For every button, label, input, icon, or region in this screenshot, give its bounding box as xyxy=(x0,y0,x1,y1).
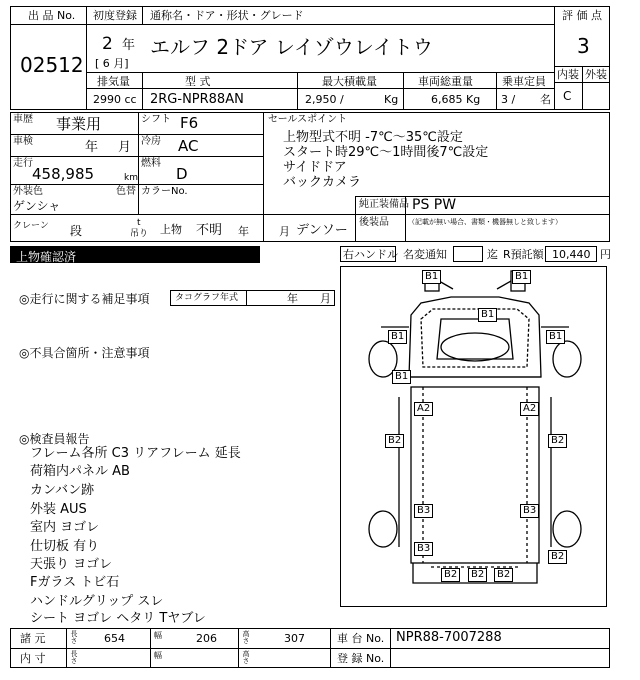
damage-mark-b1: B1 xyxy=(478,308,497,322)
registration-year: 2 xyxy=(102,34,113,54)
upper-month-unit: 月 xyxy=(279,225,290,238)
sales-point-line: バックカメラ xyxy=(283,175,362,190)
score-label: 評 価 点 xyxy=(562,9,602,22)
sales-point-label: セールスポイント xyxy=(268,114,348,125)
inspector-line: 仕切板 有り xyxy=(30,539,100,554)
interior-length-label: 長さ xyxy=(70,650,78,664)
lot-number: 02512 xyxy=(20,53,84,77)
exterior-grade-label: 外装 xyxy=(585,68,607,81)
damage-mark-b1: B1 xyxy=(392,370,411,384)
deadline-label: 迄 xyxy=(487,248,498,261)
fuel-value: D xyxy=(176,165,188,183)
inspection-year-unit: 年 xyxy=(85,140,99,155)
model-label: 型 式 xyxy=(185,75,211,88)
recycle-deposit-label: R預託額 xyxy=(503,248,544,261)
capacity-label: 乗車定員 xyxy=(502,75,546,88)
damage-mark-a2: A2 xyxy=(520,402,539,416)
mileage-value: 458,985 xyxy=(32,165,95,183)
damage-mark-b2: B2 xyxy=(468,568,487,582)
inspector-line: カンバン跡 xyxy=(30,483,95,498)
length-label: 長さ xyxy=(70,630,78,644)
aftermarket-note: （記載が無い場合、書類・機器無しと致します） xyxy=(408,218,562,226)
capacity-value: 3 / xyxy=(501,93,516,106)
interior-grade-label: 内装 xyxy=(557,68,579,81)
dimensions-label: 諸 元 xyxy=(20,632,46,645)
inspector-line: 天張り ヨゴレ xyxy=(30,557,113,572)
exterior-color-label: 外装色 xyxy=(13,186,43,197)
inspector-line: シート ヨゴレ ヘタリ Tヤブレ xyxy=(30,611,206,626)
damage-mark-a2: A2 xyxy=(414,402,433,416)
crane-label: クレーン xyxy=(13,221,49,231)
max-load-value: 2,950 / xyxy=(305,93,344,106)
damage-mark-b3: B3 xyxy=(520,504,539,518)
crane-stage-unit: 段 xyxy=(70,224,83,238)
inspector-line: Fガラス トビ石 xyxy=(30,575,120,590)
gross-weight-label: 車両総重量 xyxy=(418,75,473,88)
displacement-value: 2990 cc xyxy=(93,93,137,106)
interior-dims-label: 内 寸 xyxy=(20,652,46,665)
interior-height-label: 高さ xyxy=(242,650,250,664)
name-change-label: 名変通知 xyxy=(403,248,447,261)
inspector-report-title: ◎検査員報告 xyxy=(19,432,90,446)
height-value: 307 xyxy=(284,632,305,645)
aftermarket-label: 後装品 xyxy=(359,217,389,228)
sales-point-line: スタート時29℃～1時間後7℃設定 xyxy=(283,145,489,160)
damage-mark-b1: B1 xyxy=(546,330,565,344)
tachograph-label: タコグラフ年式 xyxy=(175,293,239,303)
capacity-unit: 名 xyxy=(540,93,551,106)
interior-grade: C xyxy=(563,89,572,103)
max-load-unit: Kg xyxy=(384,93,399,106)
width-value: 206 xyxy=(196,632,217,645)
color-code-label: カラーNo. xyxy=(141,186,188,197)
genuine-equipment-value: PS PW xyxy=(412,197,457,213)
length-value: 654 xyxy=(104,632,125,645)
damage-mark-b2: B2 xyxy=(548,434,567,448)
damage-mark-b2: B2 xyxy=(548,550,567,564)
overall-score: 3 xyxy=(577,34,590,58)
inspector-line: フレーム各所 C3 リアフレーム 延長 xyxy=(30,446,241,461)
recycle-deposit-value: 10,440 xyxy=(552,248,591,261)
interior-width-label: 幅 xyxy=(154,651,162,660)
history-value: 事業用 xyxy=(56,115,102,133)
driving-notes-title: ◎走行に関する補足事項 xyxy=(19,292,150,306)
car-name: エルフ 2ドア レイゾウレイトウ xyxy=(150,35,433,59)
upper-confirmed-badge xyxy=(10,246,260,263)
damage-mark-b2: B2 xyxy=(494,568,513,582)
fuel-label: 燃料 xyxy=(141,158,161,169)
tachograph-year-unit: 年 xyxy=(287,292,298,305)
upper-year-unit: 年 xyxy=(238,225,249,238)
displacement-label: 排気量 xyxy=(97,75,130,88)
shift-label: シフト xyxy=(141,114,171,125)
aircon-value: AC xyxy=(178,137,199,155)
car-name-label: 通称名・ドア・形状・グレード xyxy=(150,9,304,22)
inspector-line: 外装 AUS xyxy=(30,502,87,517)
shift-value: F6 xyxy=(180,114,199,132)
first-registration-label: 初度登録 xyxy=(93,9,137,22)
mileage-label: 走行 xyxy=(13,158,33,169)
sales-point-line: サイドドア xyxy=(283,160,347,175)
damage-mark-b2: B2 xyxy=(385,434,404,448)
gross-weight-value: 6,685 Kg xyxy=(431,93,481,106)
damage-mark-b3: B3 xyxy=(414,542,433,556)
height-label: 高さ xyxy=(242,630,250,644)
registration-number-label: 登 録 No. xyxy=(337,652,385,665)
upper-confirmed-text: 上物確認済 xyxy=(16,250,77,264)
damage-mark-b1: B1 xyxy=(422,270,441,284)
defects-title: ◎不具合箇所・注意事項 xyxy=(19,346,150,360)
exterior-color-value: ゲンシャ xyxy=(13,199,61,213)
recycle-deposit-unit: 円 xyxy=(600,248,611,261)
inspector-line: 荷箱内パネル AB xyxy=(30,464,130,479)
chassis-label: 車 台 No. xyxy=(337,632,385,645)
upper-maker: デンソー xyxy=(296,223,348,238)
sales-point-line: 上物型式不明 -7℃～35℃設定 xyxy=(283,130,463,145)
inspector-line: 室内 ヨゴレ xyxy=(30,520,100,535)
steering-value: 右ハンドル xyxy=(343,248,398,261)
tachograph-month-unit: 月 xyxy=(320,292,331,305)
damage-mark-b1: B1 xyxy=(388,330,407,344)
damage-mark-b1: B1 xyxy=(512,270,531,284)
damage-mark-b3: B3 xyxy=(414,504,433,518)
aircon-label: 冷房 xyxy=(141,136,161,147)
inspection-month-unit: 月 xyxy=(118,140,132,155)
registration-year-unit: 年 xyxy=(122,38,136,53)
name-change-field xyxy=(453,246,483,262)
upper-value: 不明 xyxy=(196,223,223,238)
genuine-equipment-label: 純正装備品 xyxy=(359,199,409,210)
inspection-label: 車検 xyxy=(13,136,33,147)
max-load-label: 最大積載量 xyxy=(322,75,377,88)
width-label: 幅 xyxy=(154,631,162,640)
mileage-unit: km xyxy=(124,173,138,183)
registration-month: [ 6 月] xyxy=(95,57,129,70)
crane-suspend-label: 吊り xyxy=(130,229,149,239)
chassis-number: NPR88-7007288 xyxy=(396,630,502,645)
history-label: 車歴 xyxy=(13,114,33,125)
color-change-label: 色替 xyxy=(116,186,136,197)
damage-mark-b2: B2 xyxy=(441,568,460,582)
lot-no-label: 出 品 No. xyxy=(28,9,76,22)
inspector-line: ハンドルグリップ スレ xyxy=(30,594,164,609)
upper-label: 上物 xyxy=(160,223,182,236)
model-value: 2RG-NPR88AN xyxy=(150,92,244,107)
crane-ton-label: t xyxy=(137,218,141,228)
